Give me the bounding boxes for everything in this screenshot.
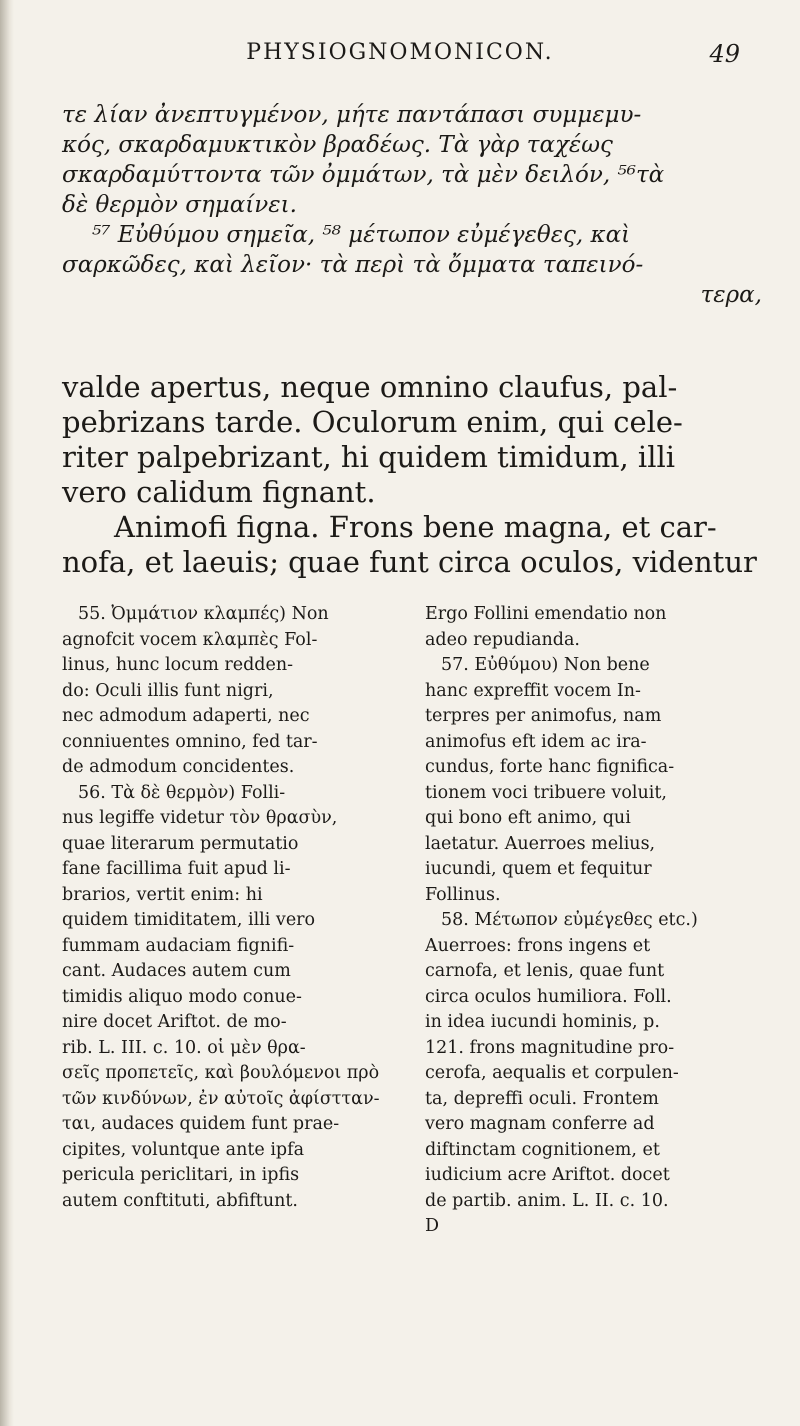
latin-translation-block bbox=[62, 370, 767, 580]
footnote-line: in idea iucundi hominis, p. bbox=[425, 1012, 660, 1032]
page-spine-shadow bbox=[0, 0, 14, 1426]
footnote-line: Ergo Follini emendatio non bbox=[425, 604, 667, 624]
footnote-line: ta, depreffi oculi. Frontem bbox=[425, 1088, 659, 1109]
footnote-line: Auerroes: frons ingens et bbox=[425, 935, 651, 956]
footnote-line: fummam audaciam fignifi- bbox=[62, 935, 295, 956]
greek-line: τερα, bbox=[700, 282, 762, 308]
latin-line: vero calidum fignant. bbox=[62, 475, 376, 509]
footnote-line: 57. Εὐθύμου) Non bene bbox=[441, 655, 650, 675]
footnote-line: 58. Μέτωπον εὐμέγεθες etc.) bbox=[441, 910, 698, 930]
footnote-line: carnofa, et lenis, quae funt bbox=[425, 961, 665, 981]
footnote-line: fane facillima fuit apud li- bbox=[62, 859, 291, 879]
greek-line: κός, σκαρδαμυκτικὸν βραδέως. Τὰ γὰρ ταχέως bbox=[62, 132, 613, 158]
footnotes-right-column bbox=[425, 602, 770, 1240]
greek-line: σαρκῶδες, καὶ λεῖον· τὰ περὶ τὰ ὄμματα ταπεινό- bbox=[62, 252, 644, 278]
greek-line: δὲ θερμὸν σημαίνει. bbox=[62, 192, 297, 218]
greek-text-block bbox=[62, 100, 762, 310]
footnote-line: nus legiffe videtur τὸν θρασὺν, bbox=[62, 808, 338, 828]
latin-line: pebrizans tarde. Oculorum enim, qui cele- bbox=[62, 405, 683, 439]
footnote-line: hanc expreffit vocem In- bbox=[425, 680, 641, 701]
footnote-line: quae literarum permutatio bbox=[62, 833, 299, 854]
footnote-line: linus, hunc locum redden- bbox=[62, 655, 294, 675]
latin-line: nofa, et laeuis; quae funt circa oculos, videntur bbox=[62, 545, 757, 579]
footnote-line: 55. Ὀμμάτιον κλαμπές) Non bbox=[78, 604, 329, 624]
footnote-line: do: Oculi illis funt nigri, bbox=[62, 680, 274, 701]
greek-line: τε λίαν ἀνεπτυγμένον, μήτε παντάπασι συμμεμυ- bbox=[62, 102, 642, 128]
latin-line: Animofi figna. Frons bene magna, et car- bbox=[114, 510, 717, 544]
footnote-line: cant. Audaces autem cum bbox=[62, 961, 291, 981]
signature-mark: D bbox=[425, 1216, 440, 1236]
footnotes-left-column bbox=[62, 602, 407, 1214]
footnote-line: rib. L. III. c. 10. οἱ μὲν θρα- bbox=[62, 1037, 306, 1058]
footnote-line: quidem timiditatem, illi vero bbox=[62, 910, 316, 930]
latin-line: riter palpebrizant, hi quidem timidum, illi bbox=[62, 440, 676, 474]
footnote-line: qui bono eft animo, qui bbox=[425, 808, 631, 828]
footnote-line: timidis aliquo modo conue- bbox=[62, 986, 302, 1007]
greek-line: ⁵⁷ Εὐθύμου σημεῖα, ⁵⁸ μέτωπον εὐμέγεθες, καὶ bbox=[92, 222, 631, 248]
footnote-line: adeo repudianda. bbox=[425, 629, 580, 650]
footnote-line: circa oculos humiliora. Foll. bbox=[425, 986, 672, 1007]
footnote-line: brarios, vertit enim: hi bbox=[62, 884, 263, 905]
footnote-line: nire docet Ariftot. de mo- bbox=[62, 1012, 287, 1032]
footnote-line: agnofcit vocem κλαμπὲς Fol- bbox=[62, 629, 318, 650]
latin-line: valde apertus, neque omnino claufus, pal- bbox=[62, 370, 678, 404]
footnote-line: cipites, voluntque ante ipfa bbox=[62, 1139, 305, 1160]
page-number: 49 bbox=[709, 40, 740, 68]
footnote-line: pericula periclitari, in ipfis bbox=[62, 1165, 300, 1185]
footnote-line: autem conftituti, abfiftunt. bbox=[62, 1190, 298, 1211]
footnote-line: Follinus. bbox=[425, 884, 501, 905]
footnote-line: 56. Τὰ δὲ θερμὸν) Folli- bbox=[78, 782, 286, 803]
footnote-line: terpres per animofus, nam bbox=[425, 706, 662, 726]
footnote-line: 121. frons magnitudine pro- bbox=[425, 1037, 675, 1058]
footnote-line: iucundi, quem et fequitur bbox=[425, 859, 652, 879]
greek-line: σκαρδαμύττοντα τῶν ὀμμάτων, τὰ μὲν δειλόν, ⁵⁶τὰ bbox=[62, 162, 665, 188]
footnote-line: de admodum concidentes. bbox=[62, 757, 295, 777]
footnote-line: σεῖς προπετεῖς, καὶ βουλόμενοι πρὸ bbox=[62, 1063, 380, 1083]
footnote-line: cerofa, aequalis et corpulen- bbox=[425, 1063, 679, 1083]
footnote-line: τῶν κινδύνων, ἐν αὐτοῖς ἀφίστταν- bbox=[62, 1088, 380, 1109]
footnote-line: tionem voci tribuere voluit, bbox=[425, 782, 667, 803]
footnote-line: conniuentes omnino, fed tar- bbox=[62, 731, 318, 752]
footnote-line: nec admodum adaperti, nec bbox=[62, 706, 310, 726]
footnote-line: ται, audaces quidem funt prae- bbox=[62, 1114, 340, 1134]
running-title: PHYSIOGNOMONICON. bbox=[246, 40, 554, 65]
footnote-line: vero magnam conferre ad bbox=[425, 1114, 655, 1134]
footnote-line: animofus eft idem ac ira- bbox=[425, 731, 647, 752]
footnote-line: cundus, forte hanc fignifica- bbox=[425, 757, 675, 777]
footnote-line: laetatur. Auerroes melius, bbox=[425, 833, 656, 854]
footnote-line: diftinctam cognitionem, et bbox=[425, 1139, 660, 1160]
footnote-line: iudicium acre Ariftot. docet bbox=[425, 1165, 670, 1185]
footnote-line: de partib. anim. L. II. c. 10. bbox=[425, 1190, 669, 1211]
